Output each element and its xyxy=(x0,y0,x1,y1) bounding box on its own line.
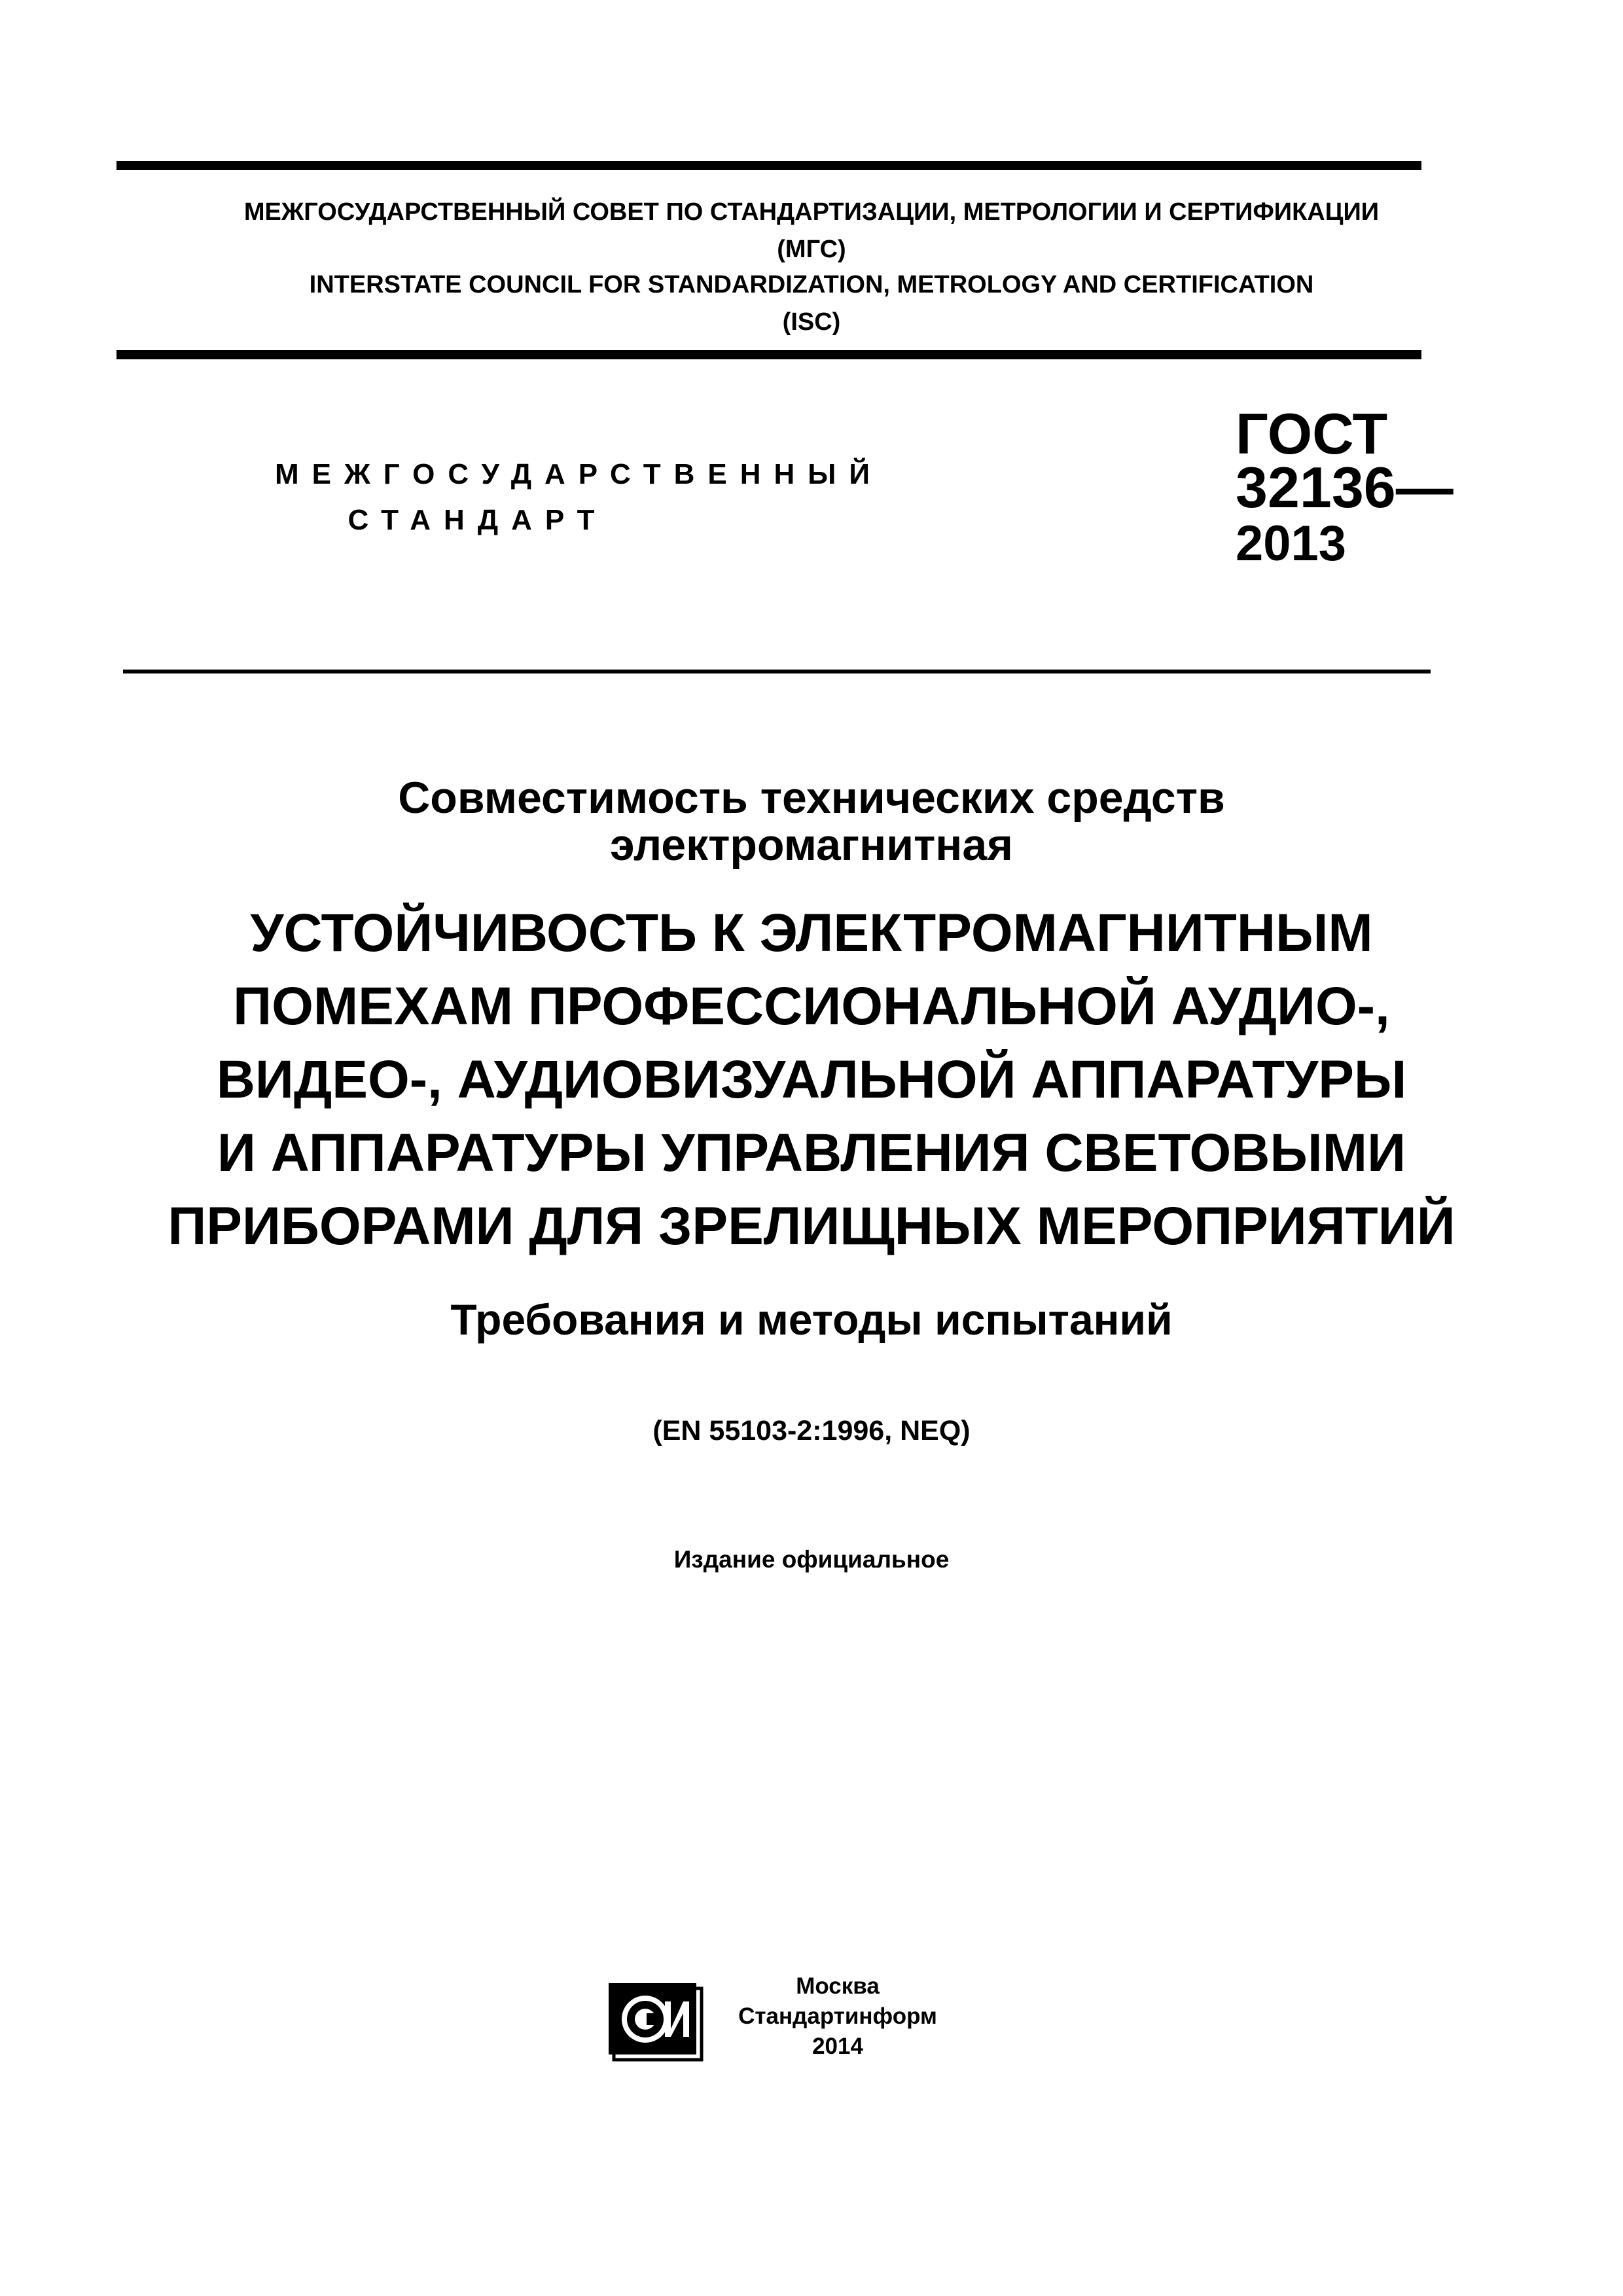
top-rule xyxy=(116,161,1421,170)
council-en: INTERSTATE COUNCIL FOR STANDARDIZATION, METROLOGY AND CERTIFICATION xyxy=(309,271,1314,298)
requirements-subtitle: Требования и методы испытаний xyxy=(450,1295,1173,1344)
title-main-line-1: УСТОЙЧИВОСТЬ К ЭЛЕКТРОМАГНИТНЫМ xyxy=(250,903,1373,963)
standard-label-line1: МЕЖГОСУДАРСТВЕННЫЙ xyxy=(275,458,883,490)
edition-label: Издание официальное xyxy=(673,1546,950,1573)
subtitle-line1: Совместимость технических средств xyxy=(398,773,1225,823)
title-main-line-4: И АППАРАТУРЫ УПРАВЛЕНИЯ СВЕТОВЫМИ xyxy=(217,1123,1406,1183)
council-ru: МЕЖГОСУДАРСТВЕННЫЙ СОВЕТ ПО СТАНДАРТИЗАЦИИ, МЕТРОЛОГИИ И СЕРТИФИКАЦИИ xyxy=(243,198,1380,226)
title-main-line-3: ВИДЕО-, АУДИОВИЗУАЛЬНОЙ АППАРАТУРЫ xyxy=(216,1050,1407,1109)
publisher-city: Москва xyxy=(796,1973,880,1999)
publisher-name: Стандартинформ xyxy=(738,2003,937,2029)
council-en-abbr: (ISC) xyxy=(782,308,841,336)
council-ru-abbr: (МГС) xyxy=(777,236,846,263)
header-bottom-rule xyxy=(116,350,1421,359)
gost-year: 2013 xyxy=(1236,516,1347,571)
designation-rule xyxy=(123,670,1431,673)
gost-number: 32136— xyxy=(1236,455,1454,520)
equivalence-note: (EN 55103-2:1996, NEQ) xyxy=(652,1415,971,1446)
standard-label-line2: СТАНДАРТ xyxy=(348,504,608,536)
standartinform-logo-icon xyxy=(609,1983,704,2062)
title-main-line-2: ПОМЕХАМ ПРОФЕССИОНАЛЬНОЙ АУДИО-, xyxy=(233,977,1390,1036)
gost-prefix: ГОСТ xyxy=(1236,401,1388,466)
subtitle-line2: электромагнитная xyxy=(610,820,1013,870)
title-main-line-5: ПРИБОРАМИ ДЛЯ ЗРЕЛИЩНЫХ МЕРОПРИЯТИЙ xyxy=(168,1196,1455,1256)
publisher-year: 2014 xyxy=(812,2034,863,2059)
